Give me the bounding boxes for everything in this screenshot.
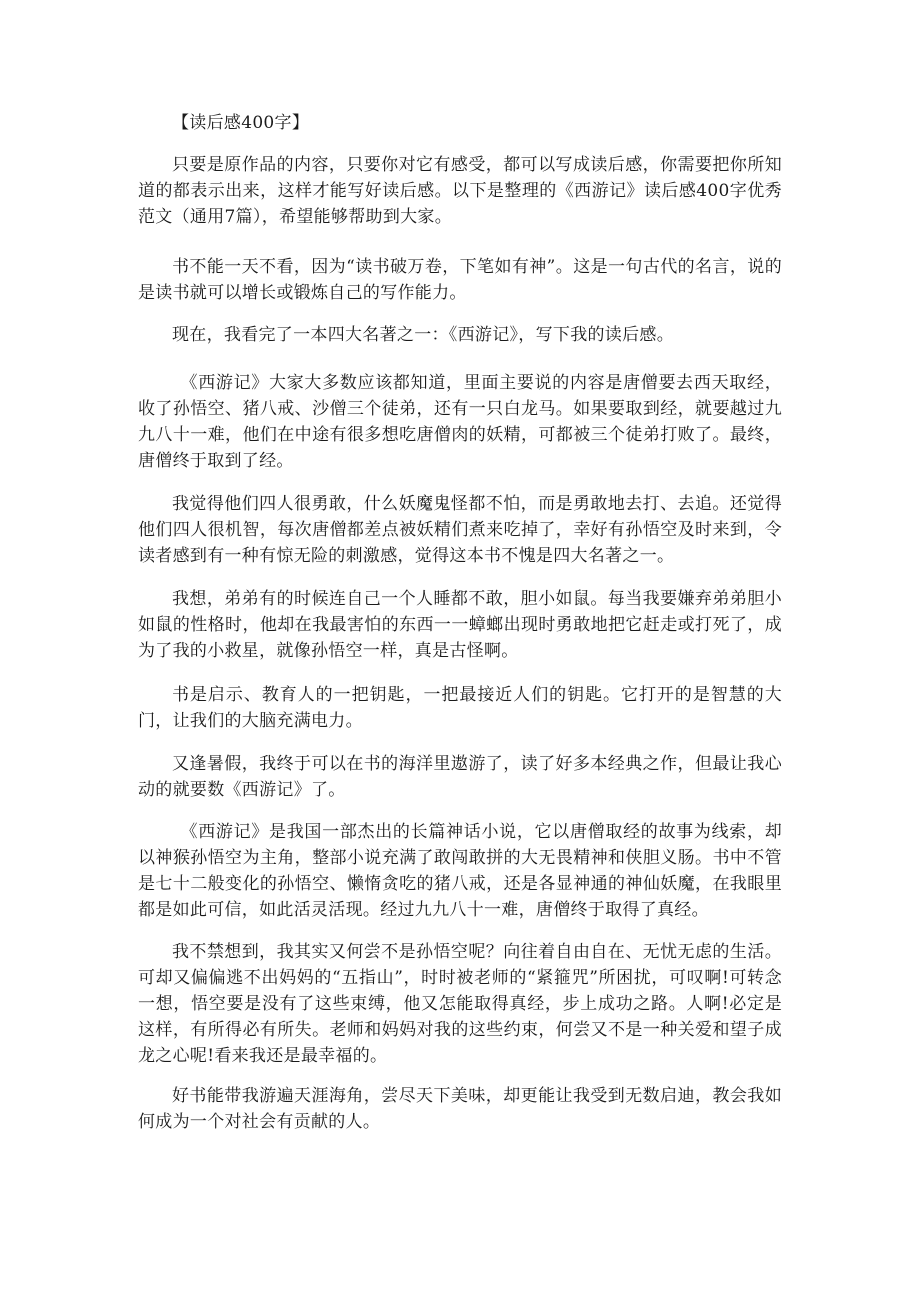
paragraph-little-brother: 我想，弟弟有的时候连自己一个人睡都不敢，胆小如鼠。每当我要嫌弃弟弟胆小如鼠的性格时，他却在我最害怕的东西一一蟑螂出现时勇敢地把它赶走或打死了，成为了我的小救星，就像孙悟空一样，真是古怪啊。 xyxy=(138,589,782,661)
paragraph-reading-quote: 书不能一天不看，因为“读书破万卷，下笔如有神”。这是一句古代的名言，说的是读书就可以增长或锻炼自己的写作能力。 xyxy=(138,257,782,303)
paragraph-novel-praise: 《西游记》是我国一部杰出的长篇神话小说，它以唐僧取经的故事为线索，却以神猴孙悟空为主角，整部小说充满了敢闯敢拼的大无畏精神和侠胆义肠。书中不管是七十二般变化的孙悟空、懒惰贪吃的猪八戒，还是各显神通的神仙妖魔，在我眼里都是如此可信，如此活灵活现。经过九九八十一难，唐僧终于取得了真经。 xyxy=(138,822,782,920)
paragraph-finished-book: 现在，我看完了一本四大名著之一：《西游记》，写下我的读后感。 xyxy=(172,325,674,345)
paragraph-book-key: 书是启示、教育人的一把钥匙，一把最接近人们的钥匙。它打开的是智慧的大门，让我们的大脑充满电力。 xyxy=(138,685,782,731)
paragraph-brave-heroes: 我觉得他们四人很勇敢，什么妖魔鬼怪都不怕，而是勇敢地去打、去追。还觉得他们四人很机智，每次唐僧都差点被妖精们煮来吃掉了，幸好有孙悟空及时来到，令读者感到有一种有惊无险的刺激感，觉得这本书不愧是四大名著之一。 xyxy=(138,494,782,566)
paragraph-conclusion: 好书能带我游遍天涯海角，尝尽天下美味，却更能让我受到无数启迪，教会我如何成为一个对社会有贡献的人。 xyxy=(138,1086,782,1132)
paragraph-reflection: 我不禁想到，我其实又何尝不是孙悟空呢？向往着自由自在、无忧无虑的生活。可却又偏偏逃不出妈妈的“五指山”，时时被老师的“紧箍咒”所困扰，可叹啊!可转念一想，悟空要是没有了这些束缚，他又怎能取得真经，步上成功之路。人啊!必定是这样，有所得必有所失。老师和妈妈对我的这些约束，何尝又不是一种关爱和望子成龙之心呢!看来我还是最幸福的。 xyxy=(138,942,782,1066)
paragraph-story-summary: 《西游记》大家大多数应该都知道，里面主要说的内容是唐僧要去西天取经，收了孙悟空、猪八戒、沙僧三个徒弟，还有一只白龙马。如果要取到经，就要越过九九八十一难，他们在中途有很多想吃唐僧肉的妖精，可都被三个徒弟打败了。最终，唐僧终于取到了经。 xyxy=(138,373,782,471)
paragraph-intro: 只要是原作品的内容，只要你对它有感受，都可以写成读后感，你需要把你所知道的都表示出来，这样才能写好读后感。以下是整理的《西游记》读后感400字优秀范文（通用7篇），希望能够帮助到大家。 xyxy=(138,155,782,227)
paragraph-summer-vacation: 又逢暑假，我终于可以在书的海洋里遨游了，读了好多本经典之作，但最让我心动的就要数《西游记》了。 xyxy=(138,754,782,800)
document-title: 【读后感400字】 xyxy=(172,113,310,133)
